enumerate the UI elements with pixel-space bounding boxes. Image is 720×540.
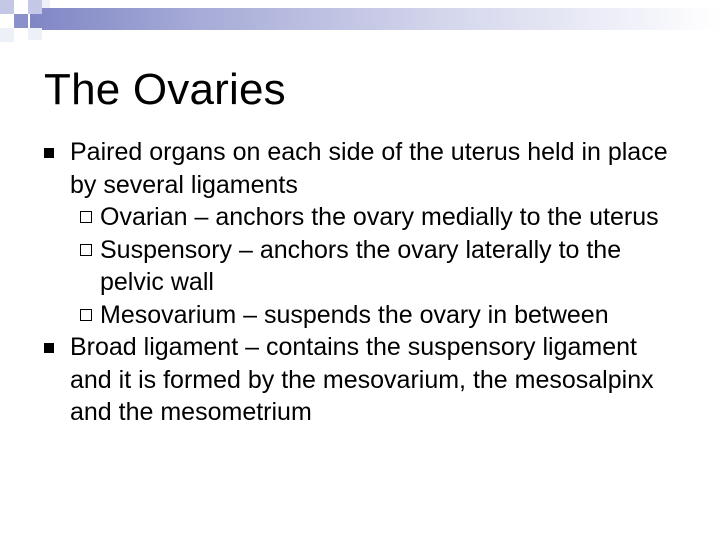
header-square-decoration <box>28 28 42 40</box>
filled-square-bullet-icon <box>44 148 54 158</box>
bullet-item <box>44 331 684 429</box>
header-gradient-bar <box>30 8 720 30</box>
decorative-header-band <box>0 0 720 42</box>
sub-bullet-list <box>70 201 684 331</box>
sub-bullet-item <box>70 299 684 332</box>
header-square-decoration <box>0 0 14 14</box>
header-square-decoration <box>42 0 50 8</box>
sub-bullet-text: Suspensory – anchors the ovary laterally to the pelvic wall <box>100 235 622 296</box>
bullet-text: Broad ligament – contains the suspensory ligament and it is formed by the mesovarium, the mesosalpinx and the mesometrium <box>70 333 654 426</box>
slide-body <box>44 136 684 429</box>
sub-bullet-item <box>70 234 684 299</box>
slide-title: The Ovaries <box>44 65 286 114</box>
filled-square-bullet-icon <box>44 343 54 353</box>
header-square-decoration <box>28 0 42 14</box>
header-square-decoration <box>14 14 28 28</box>
hollow-square-bullet-icon <box>80 211 92 223</box>
bullet-item <box>44 136 684 331</box>
sub-bullet-text: Mesovarium – suspends the ovary in between <box>100 300 609 329</box>
sub-bullet-item <box>70 201 684 234</box>
sub-bullet-text: Ovarian – anchors the ovary medially to the uterus <box>100 203 659 231</box>
hollow-square-bullet-icon <box>80 244 92 256</box>
hollow-square-bullet-icon <box>80 309 92 321</box>
bullet-text: Paired organs on each side of the uterus held in place by several ligaments <box>70 138 668 199</box>
header-square-decoration <box>0 28 14 42</box>
